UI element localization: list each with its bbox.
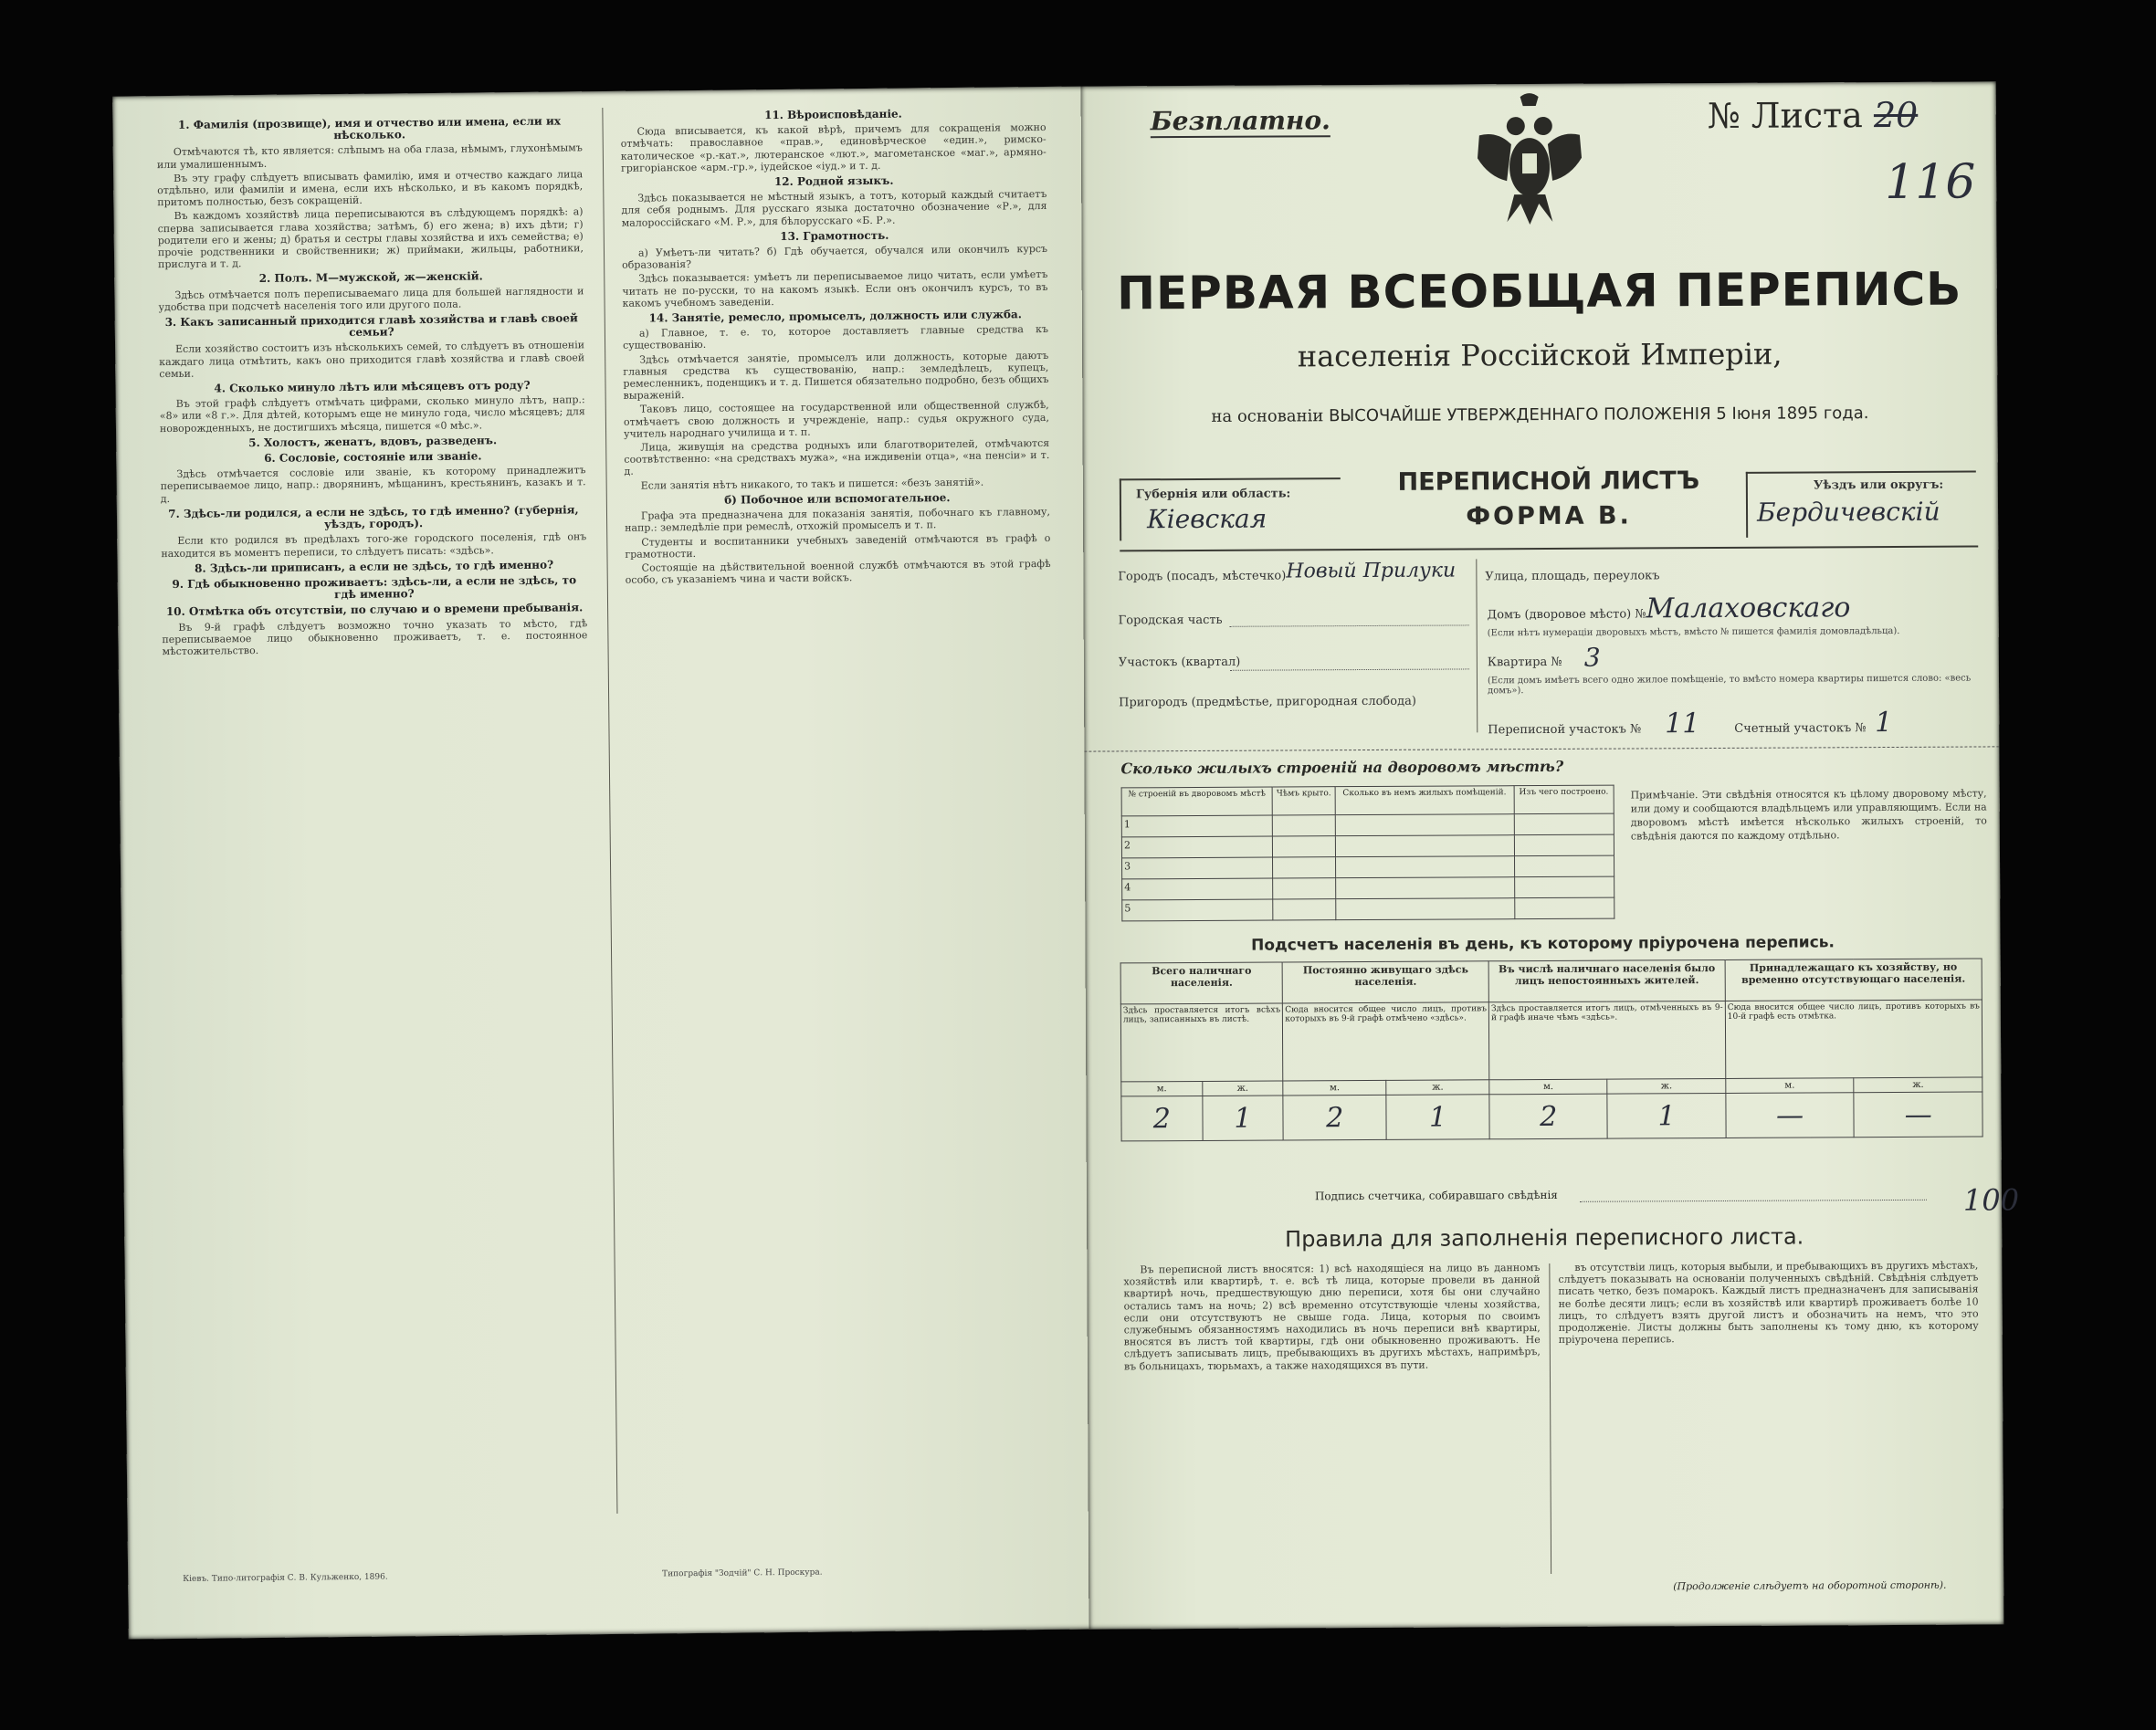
buildings-header-cell: Сколько въ немъ жилыхъ помѣщеній. [1335, 786, 1514, 815]
buildings-row [1122, 876, 1614, 900]
population-title: Подсчетъ населенія въ день, къ которому пріурочена перепись. [1251, 933, 1835, 955]
buildings-cell [1273, 857, 1336, 878]
buildings-cell [1336, 856, 1515, 878]
buildings-row [1121, 813, 1614, 837]
guberniya-label: Губернія или область: [1135, 487, 1291, 502]
instruction-paragraph: Если занятія нѣтъ никакого, то такъ и пишется: «безъ занятій». [640, 476, 984, 492]
buildings-header-cell: Изъ чего построено. [1514, 785, 1614, 814]
instruction-paragraph: Здѣсь отмѣчается сословіе или званіе, къ которому принадлежитъ переписываемое лицо, напр.: дворянинъ, мѣщанинъ, крестьянинъ, казакъ и т. д. [160, 464, 586, 505]
buildings-note: Примѣчаніе. Эти свѣдѣнія относятся къ цѣлому дворовому мѣсту, или дому и сообщаются владѣльцемъ или управляющимъ. Если на дворовомъ мѣстѣ имѣется нѣсколько жилыхъ строеній, то свѣдѣнія даются по каждому отдѣльно. [1630, 787, 1987, 843]
address-rule [1084, 746, 1999, 751]
header-rule [1120, 545, 1978, 551]
count-district-value: 1 [1875, 706, 1893, 739]
signature-line [1580, 1200, 1927, 1202]
street-label: Улица, площадь, переулокъ [1485, 569, 1660, 584]
population-value-cell[interactable]: 1 [1607, 1093, 1726, 1138]
guberniya-value: Кіевская [1146, 503, 1267, 535]
house-note: (Если нѣтъ нумераціи дворовыхъ мѣстъ, вмѣсто № пишется фамилія домовладѣльца). [1487, 625, 1900, 639]
instruction-paragraph: Сюда вписывается, къ какой вѣрѣ, причемъ для сокращенія можно отмѣчать: православное «прав.», единовѣрческое «един.», римско-католическое «р.-кат.», лютеранское «лют.», магометанское «маг.», армяно-григоріанское «арм.-гр.», іудейское «іуд.» и т. д. [620, 121, 1046, 174]
sheet-number-handwritten: 116 [1884, 154, 1976, 211]
section-heading: 9. Гдѣ обыкновенно проживаетъ: здѣсь-ли, а если не здѣсь, то гдѣ именно? [172, 573, 577, 602]
section-heading: б) Побочное или вспомогательное. [724, 490, 951, 507]
buildings-row [1122, 897, 1614, 921]
uezd-label: Уѣздъ или округъ: [1813, 477, 1944, 493]
buildings-row [1121, 834, 1614, 858]
rules-divider [1549, 1263, 1551, 1574]
sheet-number-value: 20 [1873, 94, 1919, 136]
apartment-note: (Если домъ имѣетъ всего одно жилое помѣщеніе, то вмѣсто номера квартиры пишется слово: «весь домъ»). [1487, 673, 1972, 697]
uezd-value: Бердичевскій [1756, 496, 1940, 528]
buildings-row-number: 4 [1122, 878, 1273, 900]
population-value-cell[interactable]: 2 [1121, 1096, 1203, 1140]
population-header-cell: Въ числѣ наличнаго населенія было лицъ непостоянныхъ жителей. [1488, 959, 1725, 1001]
rules-column-2: въ отсутствіи лицъ, которыя выбыли, и пребывающихъ въ другихъ мѣстахъ, слѣдуетъ показывать на основаніи полученныхъ свѣдѣній. Свѣдѣнія слѣдуетъ писать четко, безъ помарокъ. Каждый листъ предназначенъ для записыванія не болѣе десяти лицъ; если въ хозяйствѣ или квартирѣ проживаетъ болѣе 10 лицъ, то слѣдуетъ взять другой листъ и обозначить на немъ, что это продолженіе. Листы должны быть заполнены къ тому дню, къ которому пріурочена перепись. [1558, 1259, 1979, 1347]
instruction-paragraph: Графа эта предназначена для показанія занятія, побочнаго къ главному, напр.: земледѣліе при ремеслѣ, отхожій промыселъ и т. п. [625, 506, 1051, 535]
section-heading: 14. Занятіе, ремесло, промыселъ, должность или служба. [648, 308, 1022, 325]
suburb-label: Пригородъ (предмѣстье, пригородная слобода) [1119, 694, 1416, 710]
part-line [1230, 624, 1469, 626]
sheet-number [1708, 95, 1919, 136]
population-value-cell[interactable]: 2 [1283, 1095, 1386, 1140]
buildings-row [1122, 855, 1614, 879]
census-basis [1082, 403, 1997, 426]
instruction-paragraph: Лица, живущія на средства родныхъ или благотворителей, отмѣчаются соотвѣтственно: «на средствахъ мужа», «на иждивеніи отца», «на пенсіи» и т. д. [624, 436, 1050, 478]
count-district-label: Счетный участокъ № [1734, 721, 1867, 736]
house-label: Домъ (дворовое мѣсто) № [1487, 607, 1646, 623]
buildings-cell [1514, 813, 1614, 835]
right-page [1081, 81, 2020, 1629]
imperial-eagle-emblem [1470, 89, 1590, 227]
instruction-paragraph: Состоящіе на дѣйствительной военной службѣ отмѣчаются въ этой графѣ особо, съ указаніемъ чина и части войскъ. [625, 557, 1051, 586]
census-district-value: 11 [1665, 708, 1700, 740]
address-divider [1476, 559, 1478, 732]
buildings-header-cell: № строеній въ дворовомъ мѣстѣ [1121, 787, 1272, 816]
instruction-paragraph: а) Умѣетъ-ли читать? б) Гдѣ обучается, обучался или окончилъ курсъ образованія? [622, 242, 1048, 272]
population-value-cell[interactable]: 1 [1386, 1095, 1489, 1140]
instructions-column-2 [620, 103, 1060, 1532]
population-value-cell[interactable]: 2 [1489, 1094, 1608, 1139]
population-desc-cell: Здѣсь проставляется итогъ всѣхъ лицъ, записанныхъ въ листѣ. [1120, 1003, 1283, 1082]
instruction-paragraph: Студенты и воспитанники учебныхъ заведеній отмѣчаются въ графѣ о грамотности. [625, 531, 1051, 561]
section-heading: 13. Грамотность. [780, 228, 889, 243]
instruction-paragraph: Если кто родился въ предѣлахъ того-же городского поселенія, гдѣ онъ находится въ моментъ переписи, то слѣдуетъ писать: «здѣсь». [161, 530, 587, 560]
buildings-cell [1336, 877, 1515, 899]
section-heading: 6. Сословіе, состояніе или званіе. [264, 449, 482, 465]
house-value: Малаховскаго [1646, 592, 1851, 625]
sex-label-cell: м. [1283, 1080, 1386, 1096]
basis-text: ВЫСОЧАЙШЕ УТВЕРЖДЕННАГО ПОЛОЖЕНІЯ 5 Іюня 1895 года. [1328, 404, 1869, 426]
buildings-cell [1273, 878, 1336, 899]
form-title-2: ФОРМА В. [1466, 501, 1632, 531]
buildings-table [1121, 785, 1615, 922]
census-subtitle: населенія Россійской Имперіи, [1297, 336, 1783, 374]
instruction-paragraph: Въ 9-й графѣ слѣдуетъ возможно точно указать то мѣсто, гдѣ переписываемое лицо обыкновенно проживаетъ, т. е. постоянное мѣстожительство. [162, 616, 588, 658]
rules-column-1: Въ переписной листъ вносятся: 1) всѣ находящіеся на лицо въ данномъ хозяйствѣ или квартирѣ, т. е. всѣ тѣ лица, которые провели въ данной квартирѣ ночь, предшествующую дню переписи, хотя бы они случайно остались тамъ на ночь; 2) всѣ временно отсутствующіе члены хозяйства, если они отсутствуютъ не свыше года. Лица, которыя по своимъ служебнымъ обязанностямъ находились въ ночь переписи внѣ квартиры, вносятся въ листъ той квартиры, гдѣ они обыкновенно проживаютъ. Не слѣдуетъ записывать лицъ, пребывающихъ въ другихъ мѣстахъ, напримѣръ, въ больницахъ, тюрьмахъ, а также находящихся въ пути. [1123, 1262, 1541, 1373]
census-district-label: Переписной участокъ № [1488, 722, 1642, 738]
sex-label-cell: ж. [1202, 1081, 1283, 1096]
population-desc-cell: Сюда вносится общее число лицъ, противъ которыхъ въ 9-й графѣ отмѣчено «здѣсь». [1283, 1002, 1489, 1081]
sex-label-cell: м. [1489, 1079, 1607, 1095]
buildings-row-number: 5 [1122, 899, 1273, 921]
population-header-cell: Принадлежащаго къ хозяйству, но временно отсутствующаго населенія. [1725, 959, 1982, 1001]
sex-label-cell: ж. [1854, 1077, 1982, 1093]
section-heading: 12. Родной языкъ. [773, 173, 894, 189]
footer-right-imprint: Типографія "Зодчій" С. Н. Проскура. [662, 1567, 823, 1579]
section-heading: 7. Здѣсь-ли родился, а если не здѣсь, то гдѣ именно? (губернія, уѣздъ, городъ). [168, 503, 579, 531]
buildings-cell [1335, 835, 1514, 857]
instruction-paragraph: Если хозяйство состоитъ изъ нѣсколькихъ семей, то слѣдуетъ въ отношеніи каждаго лица отмѣтить, какъ оно приходится главѣ хозяйства и главѣ своей семьи. [159, 339, 585, 380]
instructions-column-1 [156, 111, 596, 1540]
buildings-cell [1272, 815, 1335, 836]
buildings-question: Сколько жилыхъ строеній на дворовомъ мѣстѣ? [1120, 757, 1564, 778]
form-title-1: ПЕРЕПИСНОЙ ЛИСТЪ [1397, 467, 1700, 497]
section-heading: 11. Вѣроисповѣданіе. [763, 107, 902, 122]
buildings-cell [1336, 898, 1515, 920]
population-value-cell[interactable]: — [1726, 1093, 1855, 1138]
instruction-paragraph: Отмѣчаются тѣ, кто является: слѣпымъ на оба глаза, нѣмымъ, глухонѣмымъ или умалишеннымъ. [156, 142, 583, 171]
population-desc-cell: Сюда вносится общее число лицъ, противъ которыхъ въ 10-й графѣ есть отмѣтка. [1725, 1000, 1982, 1078]
left-page [112, 86, 1104, 1639]
city-label: Городъ (посадъ, мѣстечко) [1118, 569, 1287, 584]
part-label: Городская часть [1118, 613, 1223, 628]
section-heading: 3. Какъ записанный приходится главѣ хозяйства и главѣ своей семьи? [164, 311, 578, 340]
sex-label-cell: ж. [1386, 1080, 1489, 1096]
buildings-row-number: 1 [1121, 815, 1272, 837]
footer-left-imprint: Кіевъ. Типо-литографія С. В. Кульженко, 1896. [183, 1572, 388, 1584]
city-value: Новый Прилуки [1286, 559, 1457, 583]
district-line [1230, 668, 1469, 670]
instruction-paragraph: Въ каждомъ хозяйствѣ лица переписываются въ слѣдующемъ порядкѣ: а) сперва записывается глава хозяйства; затѣмъ, б) его жена; в) ихъ дѣти; г) родители его и жены; д) братья и сестры главы хозяйства и ихъ семейства; е) прочіе родственники и свойственники; ж) приймаки, жильцы, работники, прислуга и т. д. [157, 205, 584, 271]
population-desc-cell: Здѣсь проставляется итогъ лицъ, отмѣченныхъ въ 9-й графѣ иначе чѣмъ «здѣсь». [1488, 1001, 1725, 1079]
buildings-cell [1273, 899, 1336, 920]
section-heading: 1. Фамилія (прозвище), имя и отчество или имена, если их нѣсколько. [177, 114, 562, 142]
rules-continuation: (Продолженіе слѣдуетъ на оборотной сторонѣ). [1673, 1578, 1947, 1593]
population-value-cell[interactable]: 1 [1203, 1096, 1284, 1140]
sex-label-cell: ж. [1607, 1078, 1725, 1094]
section-heading: 10. Отмѣтка объ отсутствіи, по случаю и о времени пребыванія. [165, 601, 584, 619]
district-label: Участокъ (квартал) [1118, 655, 1241, 670]
buildings-cell [1514, 876, 1614, 898]
instruction-paragraph: а) Главное, т. е. то, которое доставляетъ главные средства къ существованію. [623, 323, 1048, 352]
section-heading: 8. Здѣсь-ли приписанъ, а если не здѣсь, то гдѣ именно? [195, 558, 554, 575]
buildings-cell [1514, 834, 1614, 856]
sheet-number-label: № Листа [1707, 95, 1863, 137]
free-label: Безплатно. [1150, 105, 1330, 137]
instruction-paragraph: Здѣсь показывается не мѣстный языкъ, а тотъ, который каждый считаетъ для себя роднымъ. Для русскаго языка достаточно обозначение «Р.», для малороссійскаго «М. Р.», для бѣлорусскаго «Б. Р.». [621, 188, 1047, 229]
section-heading: 4. Сколько минуло лѣтъ или мѣсяцевъ отъ роду? [214, 378, 531, 395]
sex-label-cell: м. [1726, 1078, 1855, 1094]
buildings-cell [1514, 855, 1614, 877]
census-title: ПЕРВАЯ ВСЕОБЩАЯ ПЕРЕПИСЬ [1117, 262, 1962, 320]
instruction-paragraph: Здѣсь отмѣчается занятіе, промыселъ или должность, которые даютъ главныя средства къ существованію, напр.: земледѣлецъ, купецъ, ремесленникъ, поденщикъ и т. д. Пишется обязательно подробно, безъ общихъ выраженій. [623, 349, 1049, 403]
population-table [1120, 958, 1983, 1141]
buildings-cell [1335, 814, 1514, 836]
instruction-paragraph: Здѣсь показывается: умѣетъ ли переписываемое лицо читать, если умѣетъ читать не по-русски, то на какомъ языкѣ. Если онъ окончилъ курсъ, то въ какомъ учебномъ заведеніи. [622, 268, 1048, 309]
instruction-paragraph: Въ этой графѣ слѣдуетъ отмѣчать цифрами, сколько минуло лѣтъ, напр.: «8» или «8 г.». Для дѣтей, которымъ еще не минуло года, число мѣсяцевъ; для новорожденныхъ, не достигшихъ мѣсяца, пишется «0 мѣс.». [159, 393, 585, 435]
signature-label: Подпись счетчика, собиравшаго свѣдѣнія [1314, 1188, 1558, 1203]
buildings-cell [1273, 836, 1336, 857]
section-heading: 2. Полъ. М—мужской, ж—женскій. [258, 269, 483, 286]
sex-label-cell: м. [1121, 1081, 1203, 1096]
section-heading: 5. Холостъ, женатъ, вдовъ, разведенъ. [248, 434, 498, 449]
apartment-label: Квартира № [1487, 655, 1562, 670]
buildings-row-number: 3 [1122, 857, 1273, 879]
rules-title: Правила для заполненія переписного листа. [1285, 1223, 1804, 1253]
buildings-header-cell: Чѣмъ крыто. [1272, 787, 1335, 815]
margin-number: 100 [1962, 1182, 2020, 1218]
instruction-paragraph: Здѣсь отмѣчается полъ переписываемаго лица для большей наглядности и удобства при подсчетѣ населенія того или другого пола. [158, 284, 584, 313]
buildings-row-number: 2 [1121, 836, 1272, 858]
population-header-cell: Всего наличнаго населенія. [1120, 962, 1283, 1004]
instruction-paragraph: Въ эту графу слѣдуетъ вписывать фамилію, имя и отчество каждаго лица отдѣльно, или фамиліи и имена, если ихъ нѣсколько, и въ какомъ порядкѣ, притомъ полностью, безъ сокращеній. [157, 168, 584, 209]
population-value-cell[interactable]: — [1854, 1092, 1982, 1138]
population-header-cell: Постоянно живущаго здѣсь населенія. [1282, 961, 1488, 1003]
buildings-cell [1514, 897, 1614, 919]
apartment-value: 3 [1583, 642, 1601, 673]
basis-prefix: на основаніи [1211, 406, 1324, 426]
instruction-paragraph: Таковъ лицо, состоящее на государственной или общественной службѣ, отмѣчаетъ свою должность и учрежденіе, напр.: судья окружного суда, учитель народнаго училища и т. п. [623, 399, 1049, 440]
column-divider [602, 108, 617, 1514]
